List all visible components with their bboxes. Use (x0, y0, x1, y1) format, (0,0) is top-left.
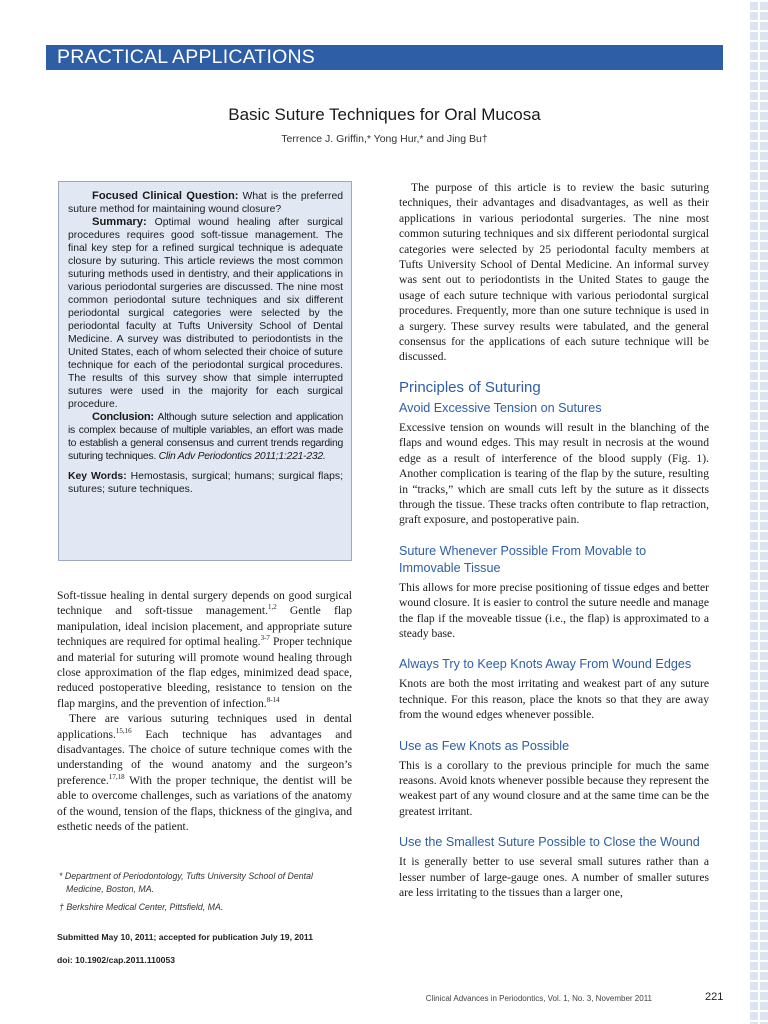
summary-label: Summary: (92, 216, 147, 228)
right-body-column (399, 180, 709, 900)
reference-marker: 15,16 (115, 726, 132, 735)
reference-marker: 8-14 (266, 695, 280, 704)
question-label: Focused Clinical Question: (92, 190, 239, 202)
subsection-heading: Always Try to Keep Knots Away From Wound Edges (399, 657, 692, 672)
question-text: What is the preferred suture method for maintaining wound closure? (68, 191, 343, 215)
focused-question (68, 190, 343, 216)
summary (68, 216, 343, 411)
subsection-heading: Suture Whenever Possible From Movable to Immovable Tissue (399, 543, 647, 575)
body-paragraph (57, 711, 352, 834)
article-title: Basic Suture Techniques for Oral Mucosa (228, 105, 541, 124)
subsection-heading: Use the Smallest Suture Possible to Close the Wound (399, 835, 700, 850)
left-body-column (57, 588, 352, 835)
body-text: Each technique has advantages and disadvantages. The choice of suture technique comes with the understanding of the wound anatomy and the surgeon’s preference. (57, 727, 352, 787)
reference-marker: 17,18 (108, 773, 125, 782)
article-authors: Terrence J. Griffin,* Yong Hur,* and Jing Bu† (281, 133, 488, 145)
body-text: Proper technique and material for suturing will promote wound healing through close approximation of the flap edges, minimized dead space, reduced postoperative bleeding, resistance to tension on the flap margins, and the prevention of infection. (57, 635, 352, 710)
journal-citation: Clin Adv Periodontics 2011;1:221-232. (156, 451, 326, 462)
conclusion-text: Although suture selection and application is complex because of multiple variables, an effort was made to establish a general consensus and current trends regarding suturing techniques. (68, 412, 343, 462)
abstract-box (58, 181, 352, 561)
footer-journal-info: Clinical Advances in Periodontics, Vol. 1, No. 3, November 2011 (425, 994, 652, 1003)
conclusion-label: Conclusion: (92, 411, 154, 423)
intro-paragraph: The purpose of this article is to review the basic suturing techniques, their advantages and disadvantages, as well as their applications in various periodontal surgeries. The nine most common suturing techniques and six different periodontal surgical categories were selected by 25 periodontal faculty members at Tufts University School of Dental Medicine. An informal survey was sent out to periodontists in the United States to gauge the usage of each suture technique with various periodontal surgical procedures. Frequently, more than one suture technique is used in a surgery. These survey results were tabulated, and the general consensus for the applications of each suture technique will be discussed. (399, 181, 709, 364)
key-words (68, 470, 343, 496)
section-heading: Principles of Suturing (399, 378, 541, 396)
subsection-heading: Use as Few Knots as Possible (399, 738, 570, 753)
section-banner (46, 45, 723, 70)
keywords-label: Key Words: (68, 471, 127, 482)
body-paragraph (57, 588, 352, 711)
decorative-grid-strip (748, 0, 768, 1024)
body-paragraph: It is generally better to use several small sutures rather than a lesser number of large-gauge ones. A number of smaller sutures are less irritating to the tissues than a larger one, (399, 855, 709, 899)
body-paragraph: This is a corollary to the previous principle for much the same reasons. Avoid knots whenever possible because they represent the weakest part of any wound closure and at the same time can be the greatest irritant. (399, 758, 709, 818)
doi: doi: 10.1902/cap.2011.110053 (57, 955, 176, 965)
footnote: † Berkshire Medical Center, Pittsfield, MA. (59, 902, 224, 912)
body-text: There are various suturing techniques used in dental applications. (57, 712, 352, 741)
submission-dates: Submitted May 10, 2011; accepted for publication July 19, 2011 (57, 932, 313, 942)
body-text: Soft-tissue healing in dental surgery depends on good surgical technique and soft-tissue management. (57, 589, 352, 618)
body-paragraph: Knots are both the most irritating and weakest part of any suture technique. For this reason, place the knots so that they are away from the wound edges whenever possible. (399, 677, 709, 722)
subsection-heading: Avoid Excessive Tension on Sutures (399, 400, 602, 415)
summary-text: Optimal wound healing after surgical procedures requires good soft-tissue management. The final key step for a refined surgical technique is adequate closure by suturing. This article reviews the most common suturing methods used in dentistry, and their applications in various periodontal surgeries are discussed. The nine most common periodontal suture techniques and six different periodontal surgical categories were selected by the periodontal faculty at Tufts University School of Dental Medicine. A survey was distributed to periodontists in the United States, each of whom selected their choice of suture technique for each of the periodontal surgical procedures. The results of this survey show that simple interrupted sutures were used in the majority for each surgical procedure. (68, 217, 343, 410)
page-number: 221 (705, 991, 724, 1003)
affiliation-footnotes (57, 870, 352, 914)
keywords-text: Hemostasis, surgical; humans; surgical flaps; sutures; suture techniques. (68, 471, 343, 495)
reference-marker: 3-7 (260, 634, 270, 643)
body-paragraph: Excessive tension on wounds will result in the blanching of the flaps and wound edges. This may result in necrosis at the wound edge as a result of interference of the blood supply (Fig. 1). Another complication is tearing of the flap by the suture, resulting in “tracks,” which are small cuts left by the suture as it dissects through the tissue. These tracks often contribute to flap retraction, graft exposure, and postoperative pain. (399, 420, 709, 527)
reference-marker: 1,2 (268, 603, 277, 612)
conclusion (68, 411, 343, 463)
footnote: * Department of Periodontology, Tufts University School of Dental Medicine, Boston, MA. (59, 871, 313, 894)
body-paragraph: This allows for more precise positioning of tissue edges and better wound closure. It is easier to control the suture needle and manage the flap if the moveable tissue (i.e., the flap) is approximated to a steady base. (399, 580, 709, 640)
body-text: Gentle flap manipulation, ideal incision placement, and appropriate suture techniques are required for optimal healing. (57, 604, 352, 649)
section-banner-label: PRACTICAL APPLICATIONS (57, 46, 315, 68)
body-text: With the proper technique, the dentist will be able to overcome challenges, such as variations of the anatomy of the wound, tension of the flaps, thickness of the gingiva, and esthetic needs of the patient. (57, 773, 352, 834)
